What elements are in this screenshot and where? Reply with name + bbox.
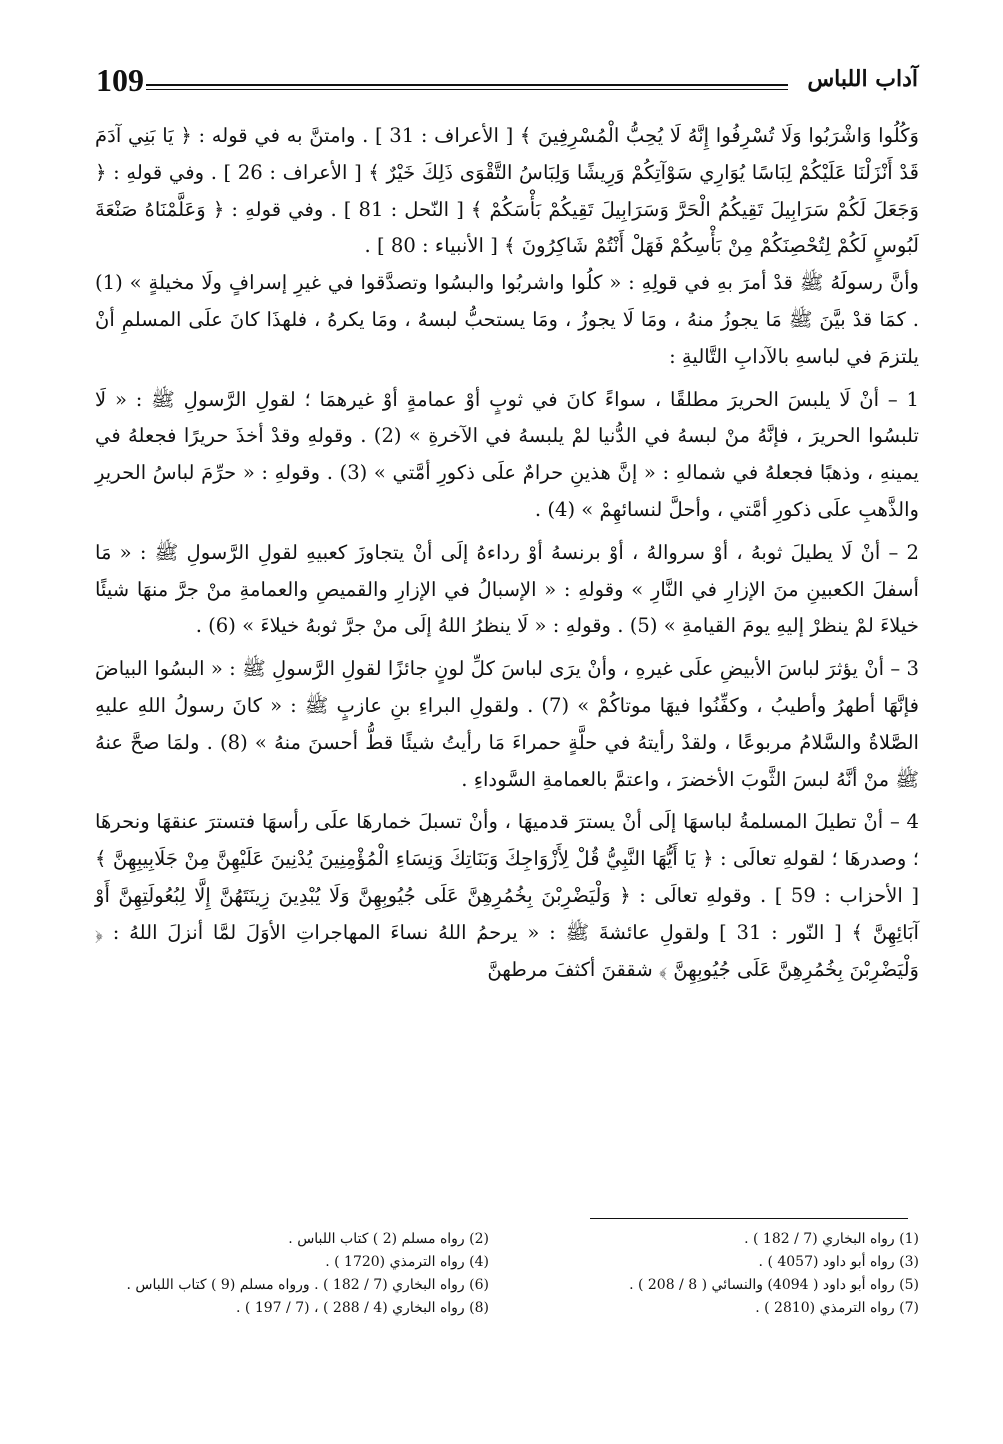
header-rule [146,84,788,90]
page-number: 109 [96,62,144,98]
footnote-2: (2) رواه مسلم (2 ) كتاب اللباس . [288,1231,489,1247]
main-text [95,118,919,988]
footnote-separator [590,1218,908,1219]
intro-paragraph: وأنَّ رسولَهُ ﷺ قدْ أمرَ بهِ في قولِهِ : « كلُوا واشربُوا والبسُوا وتصدَّقوا في غيرِ إسرافٍ ولَا مخيلةٍ » (1) . كمَا قدْ بيَّنَ ﷺ مَا يجوزُ منهُ ، ومَا لَا يجوزُ ، ومَا يستحبُّ لبسهُ ، ومَا يكرهُ ، فلهذَا كانَ علَى المسلمِ أنْ يلتزمَ في لباسهِ بالآدابِ التَّاليةِ : [95,271,919,368]
footnote-3: (3) رواه أبو داود (4057 ) . [758,1254,919,1270]
footnote-5: (5) رواه أبو داود ( 4094) والنسائي ( 8 / 208 ) . [629,1277,919,1293]
footnote-6: (6) رواه البخاري (7 / 182 ) . ورواه مسلم (9 ) كتاب اللباس . [126,1277,489,1293]
footnote-8: (8) رواه البخاري (4 / 288 ) ، (7 / 197 ) . [236,1300,489,1316]
footnote-4: (4) رواه الترمذي (1720 ) . [325,1254,489,1270]
etiquette-item-3: 3 – أنْ يؤثرَ لباسَ الأبيضِ علَى غيرهِ ، وأنْ يرَى لباسَ كلِّ لونٍ جائزًا لقولِ الرَّسولِ ﷺ : « البسُوا البياضَ فإنَّهَا أطهرُ وأطيبُ ، وكفِّنُوا فيهَا موتاكُمْ » (7) . ولقولِ البراءِ بنِ عازبٍ ﷺ : « كانَ رسولُ اللهِ عليهِ الصَّلاةُ والسَّلامُ مربوعًا ، ولقدْ رأيتهُ في حلَّةٍ حمراءَ مَا رأيتُ شيئًا قطُّ أحسنَ منهُ » (8) . ولمَا صحَّ عنهُ ﷺ منْ أنَّهُ لبسَ الثَّوبَ الأخضرَ ، واعتمَّ بالعمامةِ السَّوداءِ . [95,657,920,791]
etiquette-item-1: 1 – أنْ لَا يلبسَ الحريرَ مطلقًا ، سواءً كانَ في ثوبٍ أوْ عمامةٍ أوْ غيرهمَا ؛ لقولِ الرَّسولِ ﷺ : « لَا تلبسُوا الحريرَ ، فإنَّهُ منْ لبسهُ في الدُّنيا لمْ يلبسهُ في الآخرةِ » (2) . وقولهِ وقدْ أخذَ حريرًا فجعلهُ في يمينهِ ، وذهبًا فجعلهُ في شمالهِ : « إنَّ هذينِ حرامٌ علَى ذكورِ أمَّتي » (3) . وقولهِ : « حرِّمَ لباسُ الحريرِ والذَّهبِ علَى ذكورِ أمَّتي ، وأحلَّ لنسائهِمْ » (4) . [95,387,919,521]
footnotes [95,1231,919,1316]
intro-paragraph: وَكُلُوا وَاشْرَبُوا وَلَا تُسْرِفُوا إِنَّهُ لَا يُحِبُّ الْمُسْرِفِينَ ﴾ [ الأعراف : 31 ] . وامتنَّ به في قوله : ﴿ يَا بَنِي آدَمَ قَدْ أَنْزَلْنَا عَلَيْكُمْ لِبَاسًا يُوَارِي سَوْآتِكُمْ وَرِيشًا وَلِبَاسُ التَّقْوَى ذَلِكَ خَيْرٌ ﴾ [ الأعراف : 26 ] . وفي قولهِ : ﴿ وَجَعَلَ لَكُمْ سَرَابِيلَ تَقِيكُمُ الْحَرَّ وَسَرَابِيلَ تَقِيكُمْ بَأْسَكُمْ ﴾ [ النّحل : 81 ] . وفي قولهِ : ﴿ وَعَلَّمْنَاهُ صَنْعَةَ لَبُوسٍ لَكُمْ لِتُحْصِنَكُمْ مِنْ بَأْسِكُمْ فَهَلْ أَنْتُمْ شَاكِرُونَ ﴾ [ الأنبياء : 80 ] . [95,124,920,258]
etiquette-item-4: 4 – أنْ تطيلَ المسلمةُ لباسهَا إلَى أنْ يسترَ قدميهَا ، وأنْ تسبلَ خمارهَا علَى رأسهَا فتسترَ عنقهَا ونحرهَا ؛ وصدرهَا ؛ لقولهِ تعالَى : ﴿ يَا أَيُّهَا النَّبِيُّ قُلْ لِأَزْوَاجِكَ وَبَنَاتِكَ وَنِسَاءِ الْمُؤْمِنِينَ يُدْنِينَ عَلَيْهِنَّ مِنْ جَلَابِيبِهِنَّ ﴾ [ الأحزاب : 59 ] . وقولهِ تعالَى : ﴿ وَلْيَضْرِبْنَ بِخُمُرِهِنَّ عَلَى جُيُوبِهِنَّ وَلَا يُبْدِينَ زِينَتَهُنَّ إِلَّا لِبُعُولَتِهِنَّ أَوْ آبَائِهِنَّ ﴾ [ النّور : 31 ] ولقولِ عائشةَ ﷺ : « يرحمُ اللهُ نساءَ المهاجراتِ الأوَلَ لمَّا أنزلَ اللهُ : ﴿ وَلْيَضْرِبْنَ بِخُمُرِهِنَّ عَلَى جُيُوبِهِنَّ ﴾ شققنَ أكثفَ مرطهنَّ [95,810,919,981]
etiquette-item-2: 2 – أنْ لَا يطيلَ ثوبهُ ، أوْ سروالهُ ، أوْ برنسهُ أوْ رداءهُ إلَى أنْ يتجاوزَ كعبيهِ لقولِ الرَّسولِ ﷺ : « مَا أسفلَ الكعبينِ منَ الإزارِ في النَّارِ » وقولهِ : « الإسبالُ في الإزارِ والقميصِ والعمامةِ منْ جرَّ منهَا شيئًا خيلاءَ لمْ ينظرْ إليهِ يومَ القيامةِ » (5) . وقولهِ : « لَا ينظرُ اللهُ إلَى منْ جرَّ ثوبهُ خيلاءَ » (6) . [95,540,919,638]
page-header [96,62,918,108]
footnote-7: (7) رواه الترمذي (2810 ) . [755,1300,919,1316]
running-title: آداب اللباس [807,66,918,92]
footnote-1: (1) رواه البخاري (7 / 182 ) . [744,1231,919,1247]
